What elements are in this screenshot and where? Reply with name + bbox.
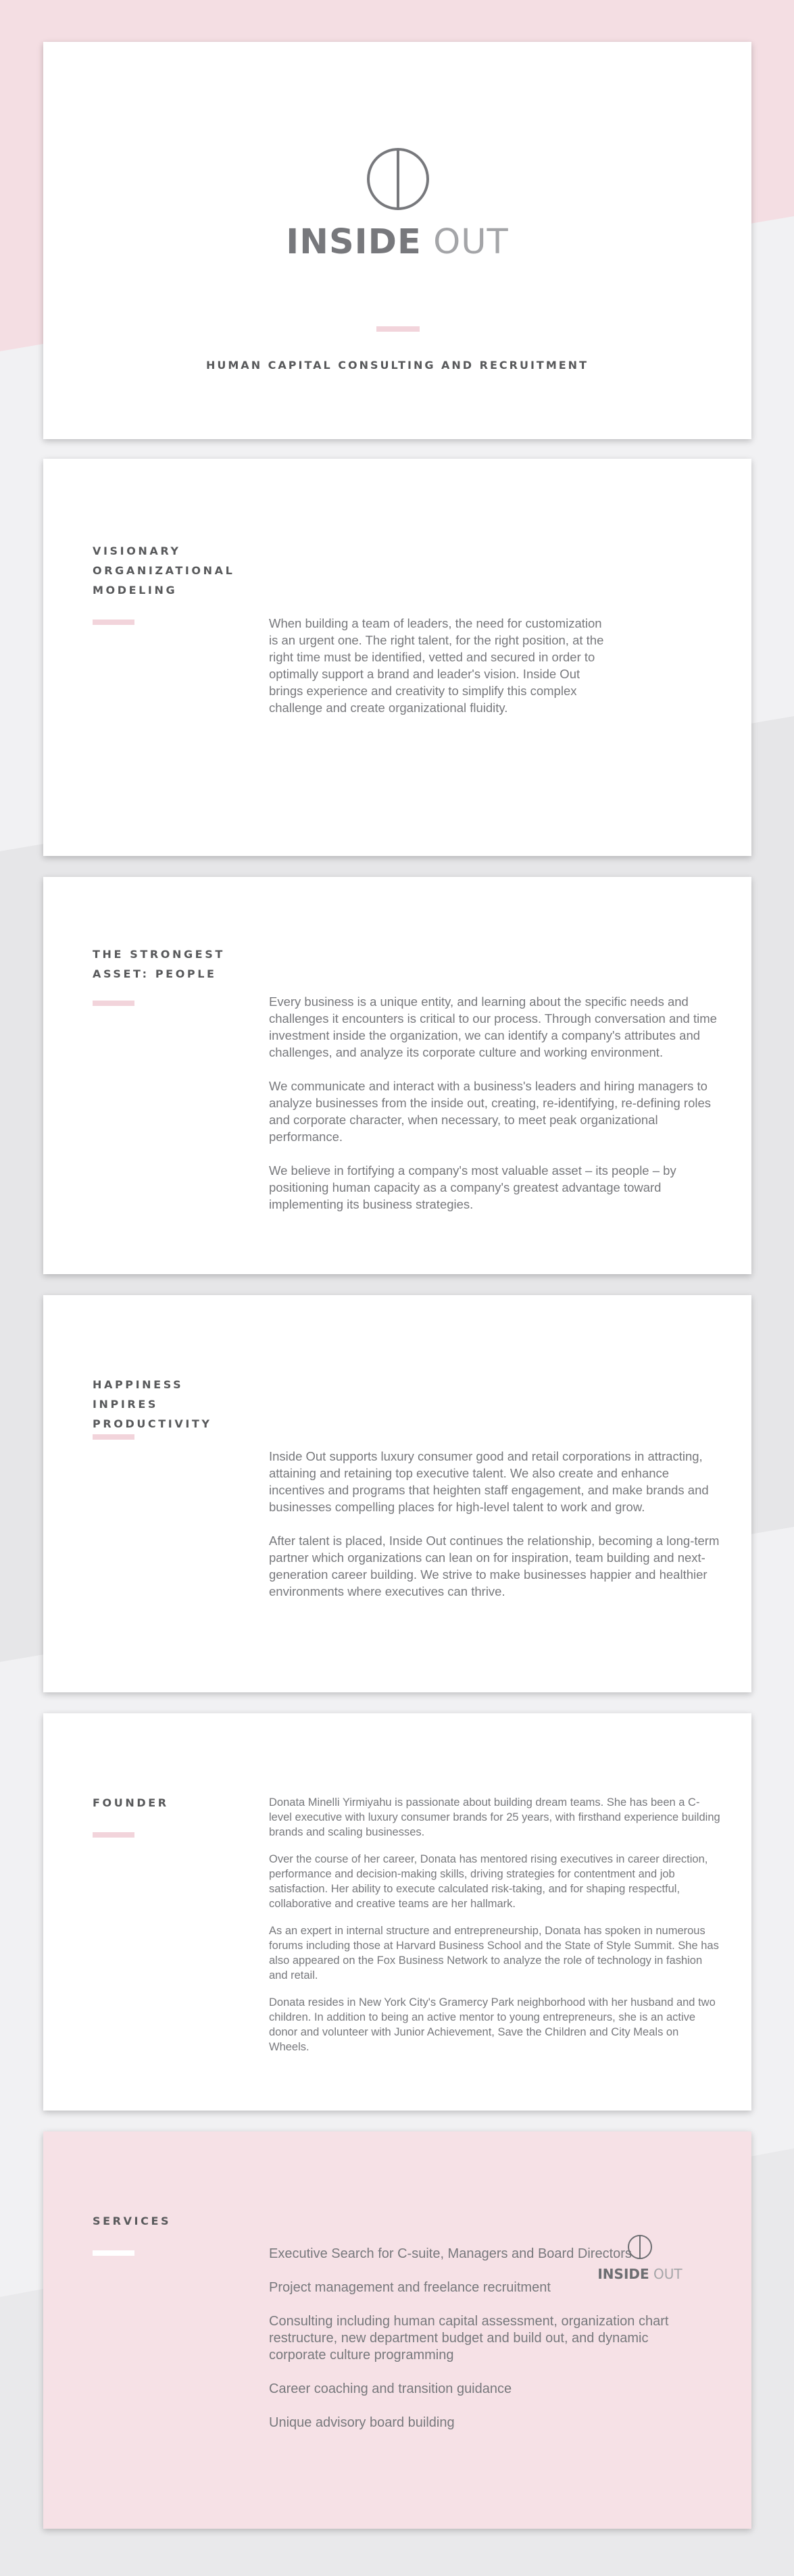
paragraph: Donata resides in New York City's Gramercy Park neighborhood with her husband and two children. In addition to being an active mentor to young entrepreneurs, she is an active donor and volunteer with Junior Achievement, Save the Children and City Meals on Wheels. [269,1996,716,2053]
tagline: HUMAN CAPITAL CONSULTING AND RECRUITMENT [206,359,589,372]
accent-bar [93,1434,134,1440]
paragraph: Inside Out supports luxury consumer good and retail corporations in attracting, attaining and retaining top executive talent. We also create and enhance incentives and programs that heighten staff engagement, and make brands and businesses compelling places for high-level talent to work and grow. [269,1449,709,1514]
section-strongest-asset [43,877,751,1274]
section-title: VISIONARY ORGANIZATIONAL MODELING [93,545,235,597]
circle-with-vertical-line-icon [366,147,430,211]
service-item: Career coaching and transition guidance [269,2381,512,2396]
accent-bar [93,1001,134,1006]
service-item: Unique advisory board building [269,2415,455,2430]
accent-bar [93,1832,134,1838]
section-title: SERVICES [93,2215,172,2227]
paragraph: After talent is placed, Inside Out continues the relationship, becoming a long-term partner which organizations can lean on for inspiration, team building and next-generation career building. We strive to make businesses happier and healthier environments where executives can thrive. [269,1534,720,1598]
paragraph: As an expert in internal structure and entrepreneurship, Donata has spoken in numerous forums including those at Harvard Business School and the State of Style Summit. She has also appeared on the Fox Business Network to analyze the role of technology in fashion and retail. [269,1925,719,1981]
footer-brand-bold: INSIDE [597,2266,649,2282]
accent-bar [93,620,134,625]
paragraph: When building a team of leaders, the need for customization is an urgent one. The right talent, for the right position, at the right time must be identified, vetted and secured in order to optimally support a brand and leader's vision. Inside Out brings experience and creativity to simplify this complex challenge and create organizational fluidity. [269,616,604,715]
section-visionary-modeling [43,459,751,856]
brand-wordmark-light: OUT [433,222,509,262]
accent-bar [93,2250,134,2256]
service-item: Project management and freelance recruitment [269,2280,551,2295]
paragraph: Over the course of her career, Donata has mentored rising executives in career direction, performance and decision-making skills, driving strategies for contentment and job satisfaction. Her ability to execute calculated risk-taking, and for shaping respectful, collaborative and creative teams are her hallmark. [269,1853,708,1910]
footer-brand-wordmark [570,2266,710,2282]
section-body [269,1448,722,1600]
section-title: HAPPINESS INPIRES PRODUCTIVITY [93,1378,212,1430]
service-item: Consulting including human capital assessment, organization chart restructure, new department budget and build out, and dynamic corporate culture programming [269,2314,669,2363]
section-happiness-productivity [43,1295,751,1692]
footer-brand-light: OUT [653,2266,683,2282]
section-title: FOUNDER [93,1796,169,1809]
section-founder [43,1713,751,2111]
paragraph: Donata Minelli Yirmiyahu is passionate about building dream teams. She has been a C-level executive with luxury consumer brands for 25 years, with firsthand experience building brands and scaling businesses. [269,1796,720,1838]
service-item: Executive Search for C-suite, Managers and Board Directors [269,2246,632,2261]
section-title: THE STRONGEST ASSET: PEOPLE [93,948,225,980]
circle-with-vertical-line-icon [627,2234,653,2260]
paragraph: We communicate and interact with a business's leaders and hiring managers to analyze businesses from the inside out, creating, re-identifying, re-defining roles and corporate character, when necessary, to meet peak organizational performance. [269,1079,712,1144]
brand-wordmark [43,222,751,263]
accent-bar [376,326,420,332]
section-body [269,615,607,716]
section-body [269,993,722,1213]
paragraph: We believe in fortifying a company's most valuable asset – its people – by positioning human capacity as a company's greatest advantage toward implementing its business strategies. [269,1163,676,1211]
paragraph: Every business is a unique entity, and learning about the specific needs and challenges it encounters is critical to our process. Through conversation and time investment inside the organization, we can identify a company's attributes and challenges, and analyze its corporate culture and working environment. [269,994,717,1059]
hero-card [43,42,751,439]
section-body [269,1795,722,2054]
brand-wordmark-bold: INSIDE [286,222,422,262]
section-services [43,2131,751,2529]
